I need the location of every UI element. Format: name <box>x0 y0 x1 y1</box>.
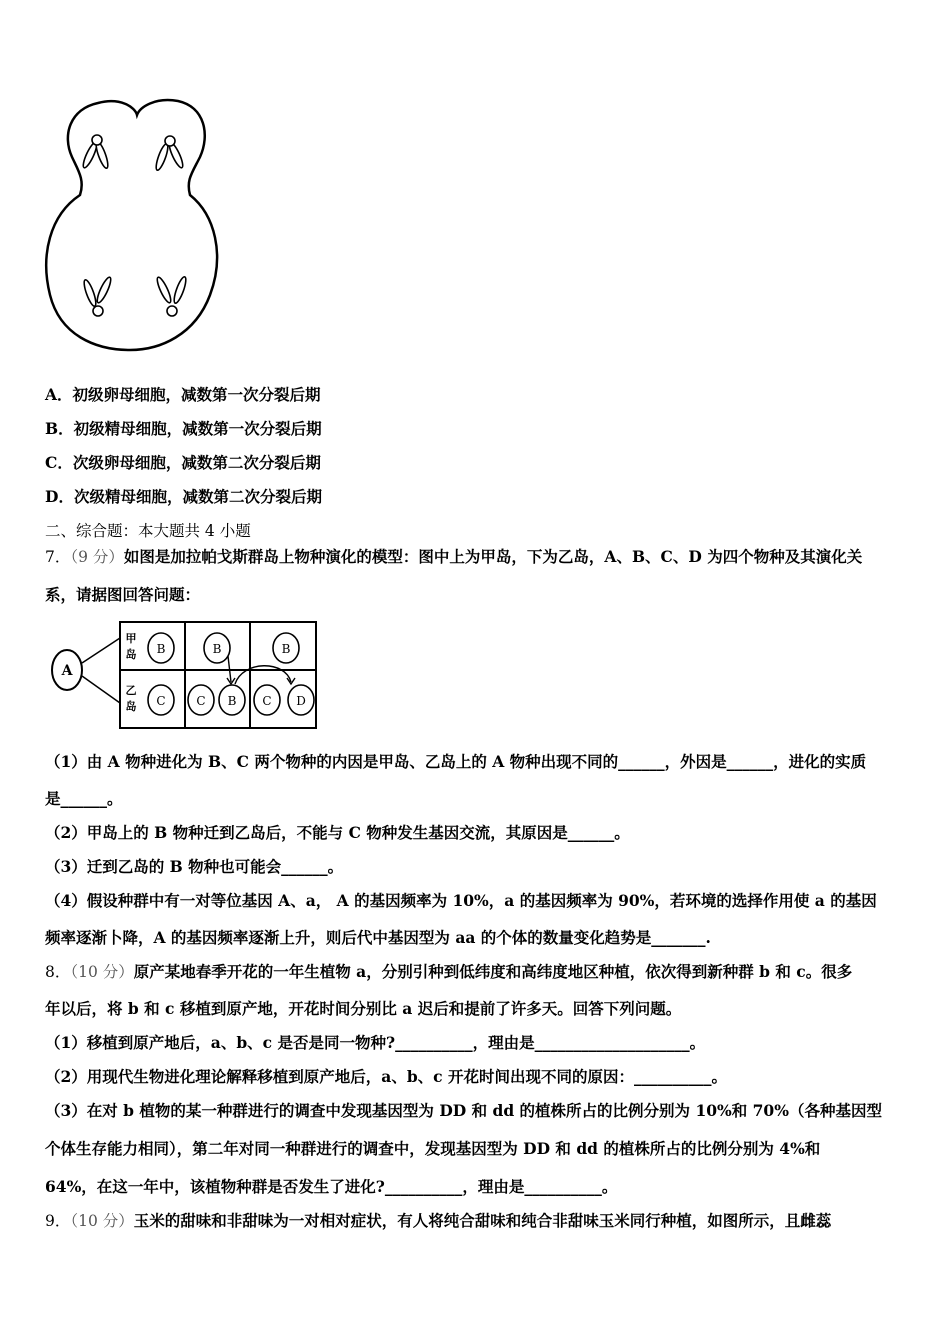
chromosome-bottom-left <box>82 276 113 316</box>
q7-part4-line2: 频率逐渐卜降，A 的基因频率逐渐上升，则后代中基因型为 aa 的个体的数量变化趋势是_______. <box>45 928 711 947</box>
option-c-label: C． <box>45 453 73 472</box>
bottom-species-1: C <box>156 694 166 708</box>
option-d <box>45 487 322 507</box>
q9-stem-line1 <box>45 1211 831 1231</box>
option-c <box>45 453 321 473</box>
ancestor-label: A <box>61 663 73 679</box>
q9-number: 9． <box>45 1212 71 1230</box>
cell-division-diagram <box>40 95 220 355</box>
chromosome-top-left <box>81 135 110 169</box>
option-a-text: 初级卵母细胞，减数第一次分裂后期 <box>72 385 321 404</box>
top-species-3: B <box>281 642 291 656</box>
top-species-1: B <box>156 642 166 656</box>
island-top-label-2: 岛 <box>125 648 137 661</box>
chromosome-bottom-right <box>155 276 188 316</box>
q8-stem1: 原产某地春季开花的一年生植物 a，分别引种到低纬度和高纬度地区种植，依次得到新种群 b 和 c。很多 <box>133 962 853 981</box>
bottom-species-2: C <box>196 694 206 708</box>
q7-stem1: 如图是加拉帕戈斯群岛上物种演化的模型：图中上为甲岛，下为乙岛，A、B、C、D 为四个物种及其演化关 <box>123 547 863 566</box>
option-b-label: B． <box>45 419 74 438</box>
q7-part1-line1: （1）由 A 物种进化为 B、C 两个物种的内因是甲岛、乙岛上的 A 物种出现不同的______，外因是______，进化的实质 <box>45 752 867 771</box>
option-a-label: A． <box>45 385 73 404</box>
q7-part2: （2）甲岛上的 B 物种迁到乙岛后，不能与 C 物种发生基因交流，其原因是______。 <box>45 823 630 842</box>
option-d-text: 次级精母细胞，减数第二次分裂后期 <box>73 487 322 506</box>
q8-stem-line1 <box>45 962 852 982</box>
option-a <box>45 385 321 405</box>
bottom-species-3: B <box>227 694 237 708</box>
q8-part3-line3: 64%，在这一年中，该植物种群是否发生了进化?__________，理由是__________。 <box>45 1177 618 1196</box>
q8-number: 8． <box>45 963 71 981</box>
option-d-label: D． <box>45 487 74 506</box>
q7-score: （9 分） <box>70 548 124 566</box>
q8-part3-line1: （3）在对 b 植物的某一种群进行的调查中发现基因型为 DD 和 dd 的植株所占的比例分别为 10%和 70%（各种基因型 <box>45 1101 882 1120</box>
top-species-2: B <box>212 642 222 656</box>
q8-part3-line2: 个体生存能力相同），第二年对同一种群进行的调查中，发现基因型为 DD 和 dd 的植株所占的比例分别为 4%和 <box>45 1139 821 1158</box>
q8-score: （10 分） <box>70 963 134 981</box>
option-b <box>45 419 322 439</box>
island-bottom-label-1: 乙 <box>125 684 137 697</box>
q9-stem1: 玉米的甜味和非甜味为一对相对症状，有人将纯合甜味和纯合非甜味玉米同行种植，如图所示，且雌蕊 <box>133 1211 832 1230</box>
q7-number: 7． <box>45 548 71 566</box>
q8-part2: （2）用现代生物进化理论解释移植到原产地后，a、b、c 开花时间出现不同的原因：__________。 <box>45 1067 728 1086</box>
bottom-species-4: C <box>262 694 272 708</box>
island-evolution-diagram <box>45 618 325 733</box>
q7-stem-line2: 系，请据图回答问题： <box>45 585 201 604</box>
option-c-text: 次级卵母细胞，减数第二次分裂后期 <box>72 453 321 472</box>
bottom-species-5: D <box>296 694 306 708</box>
q8-part1: （1）移植到原产地后，a、b、c 是否是同一物种?__________，理由是____________________。 <box>45 1033 706 1052</box>
q9-score: （10 分） <box>70 1212 134 1230</box>
q7-part3: （3）迁到乙岛的 B 物种也可能会______。 <box>45 857 344 876</box>
option-b-text: 初级精母细胞，减数第一次分裂后期 <box>73 419 322 438</box>
q7-part1-line2: 是______。 <box>45 789 123 808</box>
q7-part4-line1: （4）假设种群中有一对等位基因 A、a， A 的基因频率为 10%，a 的基因频率为 90%，若环境的选择作用使 a 的基因 <box>45 891 877 910</box>
section2-heading: 二、综合题：本大题共 4 小题 <box>45 522 251 540</box>
q7-stem-line1 <box>45 547 862 567</box>
island-bottom-label-2: 岛 <box>125 700 137 713</box>
island-top-label-1: 甲 <box>125 632 137 645</box>
chromosome-top-right <box>154 136 185 171</box>
q8-stem-line2: 年以后，将 b 和 c 移植到原产地，开花时间分别比 a 迟后和提前了许多天。回答下列问题。 <box>45 999 682 1018</box>
